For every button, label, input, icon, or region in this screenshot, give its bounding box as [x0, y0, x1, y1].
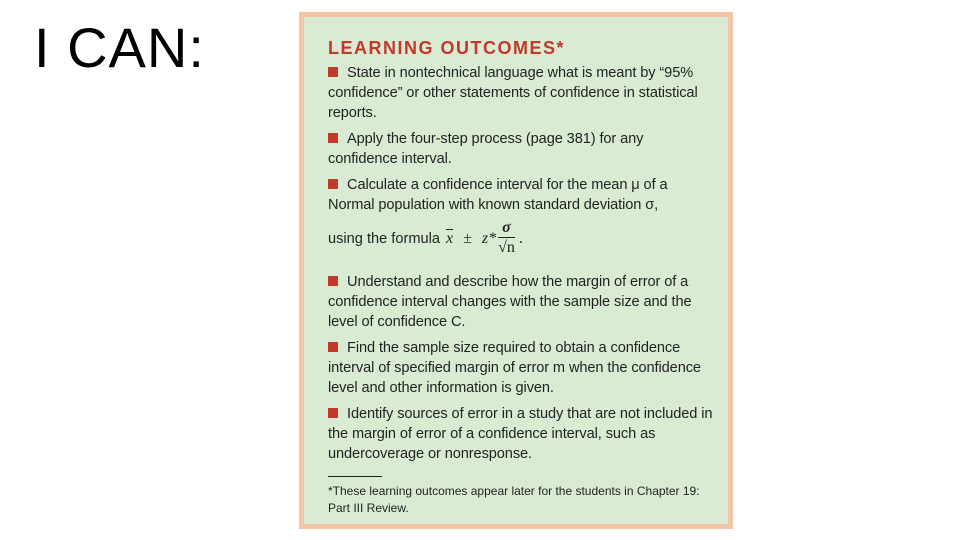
outcome-item — [328, 129, 714, 169]
outcome-text: Identify sources of error in a study that are not included in the margin of error of a confidence interval, such as undercoverage or nonresponse. — [328, 406, 713, 462]
outcome-text: Apply the four-step process (page 381) for any confidence interval. — [328, 131, 644, 167]
outcome-item — [328, 338, 714, 398]
formula-fraction — [498, 219, 515, 258]
outcome-text: Calculate a confidence interval for the mean μ of a Normal population with known standard deviation σ, — [328, 177, 668, 213]
outcome-text: Understand and describe how the margin of error of a confidence interval changes with the sample size and the level of confidence C. — [328, 274, 692, 330]
square-bullet-icon — [328, 67, 338, 77]
square-bullet-icon — [328, 179, 338, 189]
formula-z-star: z* — [481, 229, 497, 247]
outcome-item — [328, 272, 714, 332]
outcome-item — [328, 63, 714, 123]
formula-denominator: √n — [498, 239, 515, 256]
confidence-interval-formula — [446, 219, 523, 258]
square-bullet-icon — [328, 276, 338, 286]
square-bullet-icon — [328, 133, 338, 143]
outcome-item — [328, 404, 714, 464]
slide-title: I CAN: — [34, 16, 205, 79]
footnote: *These learning outcomes appear later for the students in Chapter 19: Part III Review. — [328, 484, 700, 515]
formula-xbar: $\overline{x}$ — [445, 229, 454, 247]
formula-prefix: using the formula — [328, 230, 440, 247]
square-bullet-icon — [328, 408, 338, 418]
formula-plus-minus: ± — [463, 229, 472, 247]
outcome-text: Find the sample size required to obtain a confidence interval of specified margin of error m when the confidence level and other information is given. — [328, 340, 701, 396]
learning-outcomes-panel — [304, 17, 728, 524]
formula-suffix: . — [518, 229, 523, 247]
outcome-text: State in nontechnical language what is meant by “95% confidence” or other statements of confidence in statistical reports. — [328, 65, 698, 121]
square-bullet-icon — [328, 342, 338, 352]
panel-heading: LEARNING OUTCOMES* — [328, 38, 566, 58]
outcome-item — [328, 175, 714, 215]
formula-numerator: σ — [498, 219, 515, 238]
footnote-rule — [328, 476, 382, 477]
formula-line — [328, 219, 714, 258]
